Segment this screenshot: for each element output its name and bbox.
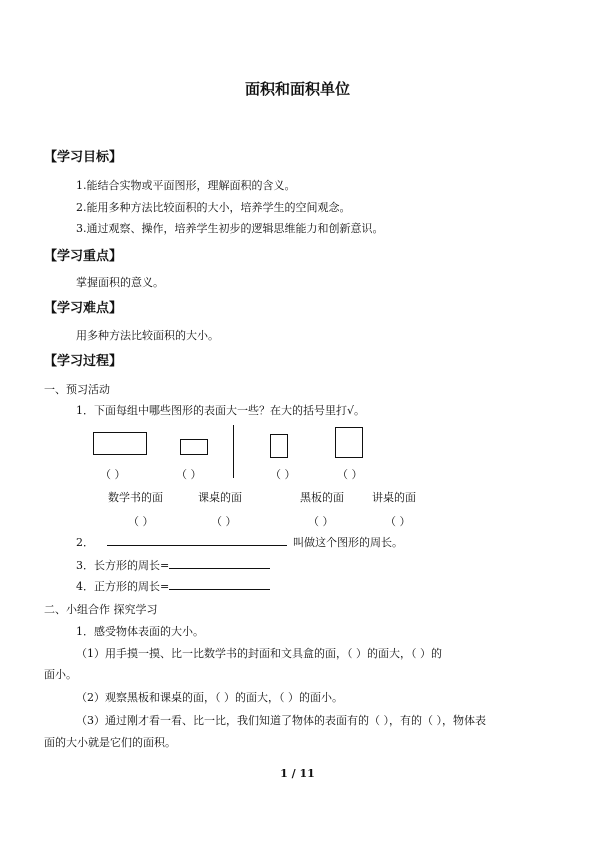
goal-item-2: 2.能用多种方法比较面积的大小，培养学生的空间观念。 (76, 201, 351, 214)
part2-q1: 1．感受物体表面的大小。 (76, 625, 204, 638)
part1-q4 (76, 578, 270, 594)
shape-bracket-1[interactable]: （ ） (100, 468, 126, 481)
part2-p3-line1: （3）通过刚才看一看、比一比，我们知道了物体的表面有的（ ），有的（ ），物体表 (76, 714, 486, 727)
math-book-rectangle (93, 432, 147, 455)
desk-rectangle (180, 439, 208, 455)
part2-p2: （2）观察黑板和课桌的面，（ ）的面大，（ ）的面小。 (76, 691, 343, 704)
blackboard-rectangle (270, 434, 288, 458)
goal-item-1: 1.能结合实物或平面图形，理解面积的含义。 (76, 179, 296, 192)
part1-q3 (76, 557, 270, 573)
shape-bracket-3[interactable]: （ ） (270, 468, 296, 481)
part2-heading: 二、小组合作 探究学习 (44, 603, 158, 616)
key-text: 掌握面积的意义。 (76, 276, 164, 289)
difficulty-text: 用多种方法比较面积的大小。 (76, 329, 219, 342)
surface-bracket-2[interactable]: （ ） (211, 515, 237, 528)
goals-heading: 【学习目标】 (44, 150, 123, 165)
shape-bracket-4[interactable]: （ ） (337, 468, 363, 481)
q3-text: 3．长方形的周长= (76, 559, 170, 572)
q4-text: 4．正方形的周长= (76, 580, 170, 593)
key-heading: 【学习重点】 (44, 249, 123, 264)
process-heading: 【学习过程】 (44, 354, 123, 369)
surface-bracket-1[interactable]: （ ） (128, 515, 154, 528)
surface-bracket-4[interactable]: （ ） (385, 515, 411, 528)
part2-p3-line2: 面的大小就是它们的面积。 (44, 736, 176, 749)
goal-item-3: 3.通过观察、操作，培养学生初步的逻辑思维能力和创新意识。 (76, 222, 384, 235)
difficulty-heading: 【学习难点】 (44, 301, 123, 316)
page-number: 1 / 11 (280, 767, 315, 780)
surface-desk: 课桌的面 (198, 491, 242, 504)
divider-line (233, 425, 234, 478)
part1-heading: 一、预习活动 (44, 383, 110, 396)
q2-text: 叫做这个图形的周长。 (293, 536, 403, 549)
part2-p1-line2: 面小。 (44, 668, 77, 681)
part2-p1-line1: （1）用手摸一摸、比一比数学书的封面和文具盒的面，（ ）的面大，（ ）的 (76, 647, 442, 660)
surface-math-book: 数学书的面 (108, 491, 163, 504)
surface-podium: 讲桌的面 (372, 491, 416, 504)
surface-blackboard: 黑板的面 (300, 491, 344, 504)
part1-q2 (76, 534, 403, 550)
q3-answer-blank[interactable] (169, 557, 270, 569)
surface-bracket-3[interactable]: （ ） (308, 515, 334, 528)
q2-number: 2． (76, 536, 94, 549)
shape-bracket-2[interactable]: （ ） (176, 468, 202, 481)
q4-answer-blank[interactable] (169, 578, 270, 590)
part1-q1: 1．下面每组中哪些图形的表面大一些？在大的括号里打√。 (76, 404, 366, 417)
podium-rectangle (335, 427, 363, 458)
page-title: 面积和面积单位 (244, 80, 350, 98)
q2-answer-blank[interactable] (107, 534, 287, 546)
